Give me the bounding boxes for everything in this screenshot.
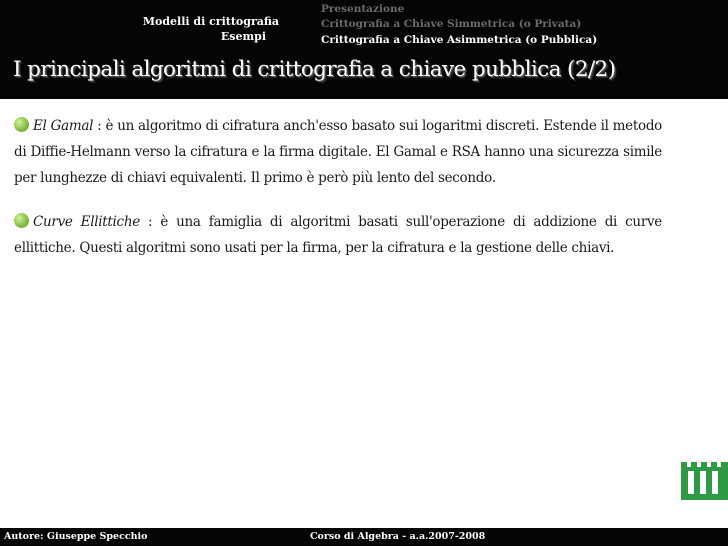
paragraph-el-gamal	[14, 113, 662, 191]
bullet-icon	[14, 117, 29, 132]
paragraph-text: : è un algoritmo di cifratura anch'esso basato sui logaritmi discreti. Estende il metodo di Diffie-Helmann verso la cifratura e la firma digitale. El Gamal e RSA hanno una sicurezza simile per lunghezze di chiavi equivalenti. Il primo è però più lento del secondo.	[14, 118, 662, 186]
footer-bar	[0, 528, 728, 546]
university-logo-icon	[681, 462, 728, 500]
title-bar	[0, 50, 728, 99]
term-curve-ellittiche: Curve Ellittiche	[33, 214, 140, 230]
paragraph-curve-ellittiche	[14, 209, 662, 261]
nav-item-chiave-simmetrica[interactable]: Crittografia a Chiave Simmetrica (o Privata)	[321, 18, 582, 30]
bullet-icon	[14, 213, 29, 228]
subsection-title[interactable]: Esempi	[220, 30, 266, 43]
section-title[interactable]: Modelli di crittografia	[142, 15, 279, 28]
slide-title: I principali algoritmi di crittografia a chiave pubblica (2/2)	[13, 57, 616, 82]
nav-item-chiave-asimmetrica[interactable]: Crittografia a Chiave Asimmetrica (o Pubblica)	[321, 34, 598, 46]
term-el-gamal: El Gamal	[33, 118, 94, 134]
slide-content	[14, 113, 662, 279]
nav-item-presentazione[interactable]: Presentazione	[321, 3, 405, 15]
footer-course: Corso di Algebra - a.a.2007-2008	[310, 531, 486, 542]
header-bar	[0, 0, 728, 50]
footer-author: Autore: Giuseppe Specchio	[4, 531, 148, 542]
paragraph-text: : è una famiglia di algoritmi basati sull'operazione di addizione di curve ellittiche. Questi algoritmi sono usati per la firma, per la cifratura e la gestione delle chiavi.	[14, 214, 662, 256]
